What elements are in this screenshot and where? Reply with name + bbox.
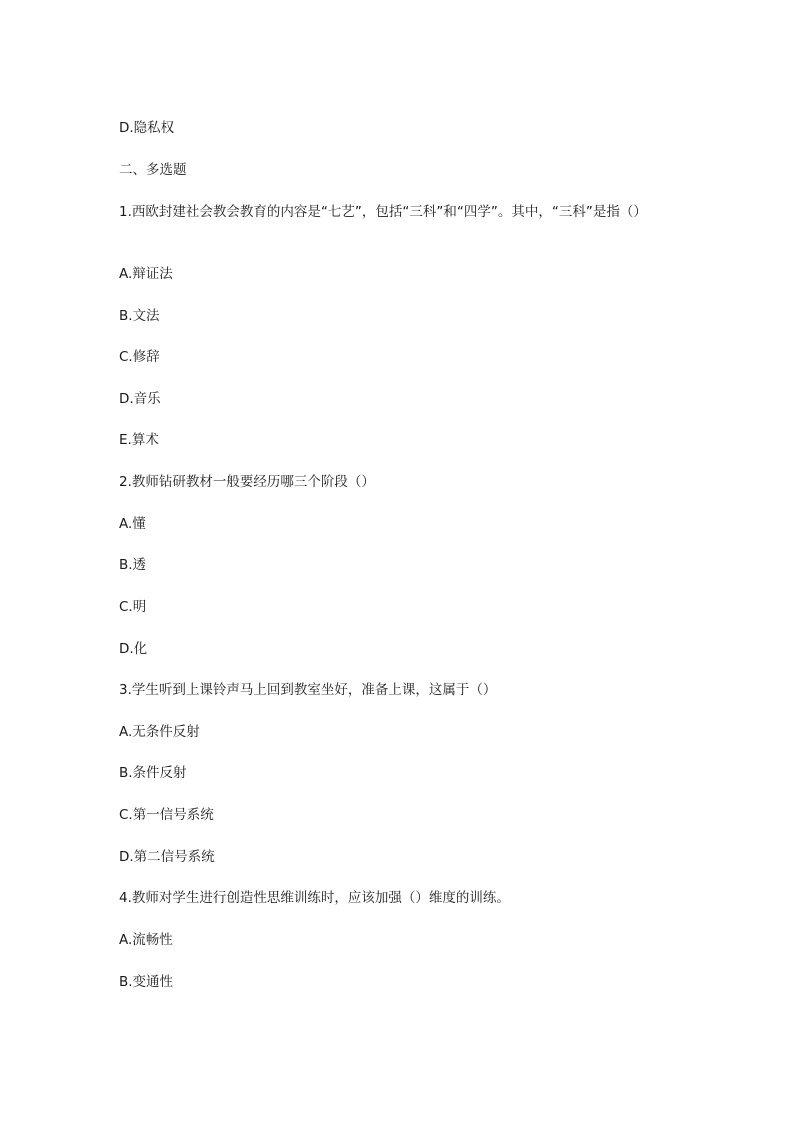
question-1: 1.西欧封建社会教会教育的内容是“七艺”，包括“三科”和“四学”。其中，“三科”是指（）	[119, 204, 647, 220]
q4-option-a: A.流畅性	[119, 932, 173, 948]
section-heading-multiple-choice: 二、多选题	[119, 162, 187, 178]
q3-option-c: C.第一信号系统	[119, 807, 214, 823]
q1-option-b: B.文法	[119, 308, 160, 324]
q3-option-d: D.第二信号系统	[119, 849, 215, 865]
question-4: 4.教师对学生进行创造性思维训练时，应该加强（）维度的训练。	[119, 890, 510, 906]
question-3: 3.学生听到上课铃声马上回到教室坐好，准备上课，这属于（）	[119, 682, 497, 698]
q3-option-a: A.无条件反射	[119, 724, 200, 740]
question-2: 2.教师钻研教材一般要经历哪三个阶段（）	[119, 474, 375, 490]
q1-option-d: D.音乐	[119, 391, 161, 407]
q3-option-b: B.条件反射	[119, 765, 187, 781]
q1-option-a: A.辩证法	[119, 266, 173, 282]
q2-option-a: A.懂	[119, 516, 146, 532]
q2-option-d: D.化	[119, 641, 148, 657]
q1-option-e: E.算术	[119, 432, 159, 448]
q2-option-b: B.透	[119, 557, 147, 573]
q1-option-c: C.修辞	[119, 349, 160, 365]
option-d-privacy: D.隐私权	[119, 120, 175, 136]
q2-option-c: C.明	[119, 599, 147, 615]
q4-option-b: B.变通性	[119, 974, 174, 990]
